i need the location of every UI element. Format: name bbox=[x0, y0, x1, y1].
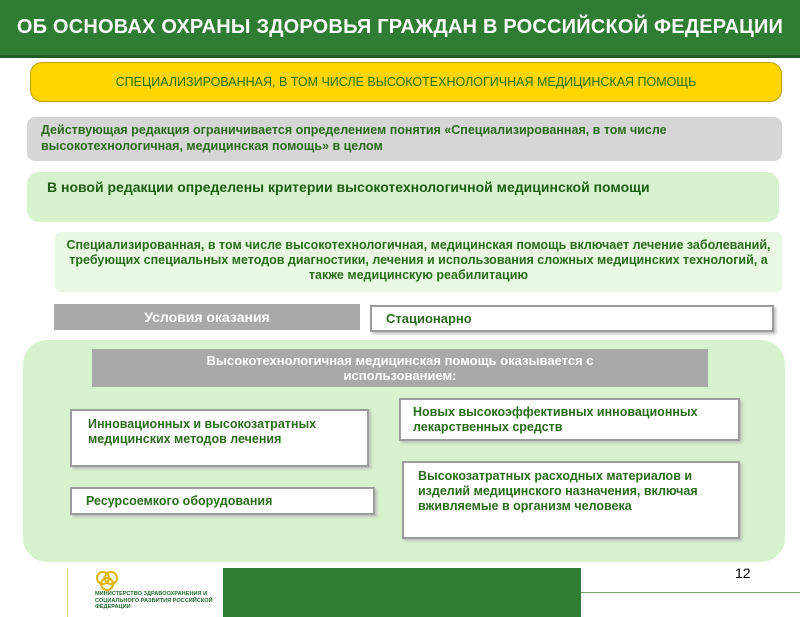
htmp-item-equipment: Ресурсоемкого оборудования bbox=[70, 487, 375, 515]
htmp-item-materials: Высокозатратных расходных материалов и изделий медицинского назначения, включая вживляемые в организм человека bbox=[402, 461, 740, 539]
footer-divider bbox=[67, 568, 68, 617]
ministry-logo-icon bbox=[92, 569, 122, 593]
slide-title: ОБ ОСНОВАХ ОХРАНЫ ЗДОРОВЬЯ ГРАЖДАН В РОССИЙСКОЙ ФЕДЕРАЦИИ bbox=[0, 0, 800, 58]
section-banner: СПЕЦИАЛИЗИРОВАННАЯ, В ТОМ ЧИСЛЕ ВЫСОКОТЕХНОЛОГИЧНАЯ МЕДИЦИНСКАЯ ПОМОЩЬ bbox=[30, 62, 782, 102]
footer-bar bbox=[223, 568, 581, 617]
conditions-value: Стационарно bbox=[370, 305, 774, 332]
current-edition-note: Действующая редакция ограничивается определением понятия «Специализированная, в том числе высокотехнологичная, медицинская помощь» в целом bbox=[27, 117, 782, 161]
htmp-item-drugs: Новых высокоэффективных инновационных лекарственных средств bbox=[399, 398, 740, 441]
definition-text: Специализированная, в том числе высокотехнологичная, медицинская помощь включает лечение заболеваний, требующих специальных методов диагностики, лечения и использования сложных медицинских технологий, а также медицинскую реабилитацию bbox=[55, 232, 782, 292]
ministry-logo-text: МИНИСТЕРСТВО ЗДРАВООХРАНЕНИЯ И СОЦИАЛЬНОГО РАЗВИТИЯ РОССИЙСКОЙ ФЕДЕРАЦИИ bbox=[95, 591, 213, 610]
new-edition-note: В новой редакции определены критерии высокотехнологичной медицинской помощи bbox=[27, 172, 779, 222]
htmp-item-methods: Инновационных и высокозатратных медицинских методов лечения bbox=[70, 409, 369, 467]
page-number: 12 bbox=[735, 565, 751, 581]
footer-line bbox=[581, 592, 800, 593]
conditions-label: Условия оказания bbox=[54, 304, 360, 330]
htmp-panel-header: Высокотехнологичная медицинская помощь оказывается с использованием: bbox=[92, 349, 708, 387]
